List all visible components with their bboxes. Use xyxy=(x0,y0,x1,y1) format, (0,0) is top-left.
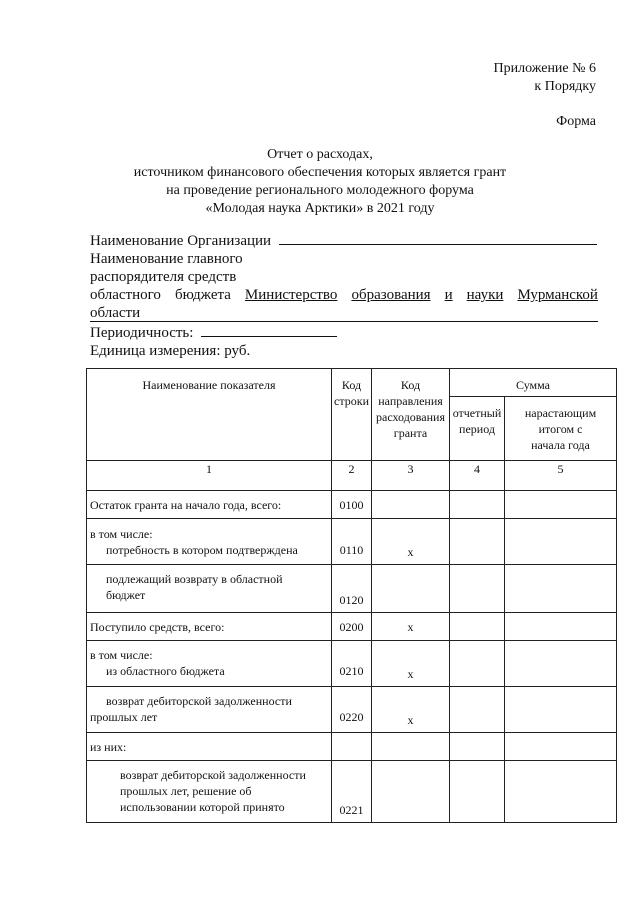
header-indicator-name: Наименование показателя xyxy=(87,369,332,461)
row-direction[interactable]: x xyxy=(372,641,450,687)
row-label-line-1: возврат дебиторской задолженности xyxy=(106,694,292,708)
row-cumulative-value[interactable] xyxy=(505,491,617,519)
manager-label-line-1: Наименование главного xyxy=(90,251,243,267)
column-numbers-row xyxy=(87,461,617,491)
column-number: 3 xyxy=(372,461,450,491)
column-number: 5 xyxy=(505,461,617,491)
row-direction[interactable]: x xyxy=(372,687,450,733)
manager-value-line-2: области xyxy=(90,305,598,322)
header-cumulative-line-3: начала года xyxy=(531,438,590,452)
table-row xyxy=(87,761,617,823)
table-row xyxy=(87,687,617,733)
header-direction-line-2: направления xyxy=(378,394,443,408)
row-code xyxy=(332,733,372,761)
row-reporting-value[interactable] xyxy=(450,491,505,519)
row-code: 0200 xyxy=(332,613,372,641)
header-cumulative xyxy=(505,397,617,461)
row-label-prefix: в том числе: xyxy=(90,527,153,541)
row-label xyxy=(87,761,332,823)
header-cumulative-line-1: нарастающим xyxy=(524,406,597,420)
header-reporting-line-2: период xyxy=(459,422,495,436)
row-cumulative-value[interactable] xyxy=(505,641,617,687)
header-direction-line-3: расходования xyxy=(376,410,445,424)
row-reporting-value[interactable] xyxy=(450,613,505,641)
row-label: из них: xyxy=(87,733,332,761)
row-code: 0110 xyxy=(332,519,372,565)
row-reporting-value[interactable] xyxy=(450,565,505,613)
row-cumulative-value[interactable] xyxy=(505,761,617,823)
row-label-prefix: в том числе: xyxy=(90,648,153,662)
manager-value-word-3: и xyxy=(444,287,453,303)
table-row xyxy=(87,733,617,761)
row-label-line-3: использовании которой принято xyxy=(120,800,285,814)
document-title xyxy=(0,146,640,218)
row-label-line-2: прошлых лет, решение об xyxy=(120,784,252,798)
row-direction[interactable] xyxy=(372,733,450,761)
manager-value-word-2: образования xyxy=(351,287,431,303)
appendix-number: Приложение № 6 xyxy=(493,61,596,76)
row-code: 0100 xyxy=(332,491,372,519)
header-direction-line-1: Код xyxy=(400,378,421,392)
row-reporting-value[interactable] xyxy=(450,641,505,687)
row-label xyxy=(87,565,332,613)
manager-value-word-5: Мурманской xyxy=(517,287,598,303)
header-sum: Сумма xyxy=(450,369,617,397)
periodicity-label: Периодичность: xyxy=(90,325,194,341)
manager-value-line-2-row xyxy=(90,304,598,322)
header-row-1 xyxy=(87,369,617,397)
budget-word-1: областного xyxy=(90,287,161,303)
row-label: Поступило средств, всего: xyxy=(87,613,332,641)
header-row-code xyxy=(332,369,372,461)
row-code: 0120 xyxy=(332,565,372,613)
row-reporting-value[interactable] xyxy=(450,761,505,823)
header-row-code-line-2: строки xyxy=(334,394,369,408)
column-number: 2 xyxy=(332,461,372,491)
table-row xyxy=(87,519,617,565)
row-label xyxy=(87,519,332,565)
title-line-4: «Молодая наука Арктики» в 2021 году xyxy=(205,201,435,216)
periodicity-blank[interactable] xyxy=(201,322,337,337)
organization-label: Наименование Организации xyxy=(90,233,272,249)
manager-label-line-2: распорядителя средств xyxy=(90,269,237,285)
row-label-line-1: возврат дебиторской задолженности xyxy=(120,768,306,782)
table-row xyxy=(87,613,617,641)
row-label-text: из областного бюджета xyxy=(106,664,225,678)
header-row-code-line-1: Код xyxy=(341,378,362,392)
manager-value-word-1: Министерство xyxy=(244,287,338,303)
title-line-1: Отчет о расходах, xyxy=(267,147,373,162)
column-number: 1 xyxy=(87,461,332,491)
manager-value-word-4: науки xyxy=(466,287,504,303)
row-code: 0210 xyxy=(332,641,372,687)
row-cumulative-value[interactable] xyxy=(505,565,617,613)
row-label-line-1: подлежащий возврату в областной xyxy=(106,572,283,586)
row-direction[interactable] xyxy=(372,491,450,519)
row-direction[interactable]: x xyxy=(372,613,450,641)
row-label: Остаток гранта на начало года, всего: xyxy=(87,491,332,519)
row-direction[interactable] xyxy=(372,761,450,823)
row-label xyxy=(87,687,332,733)
table-row xyxy=(87,491,617,519)
column-number: 4 xyxy=(450,461,505,491)
budget-manager-row xyxy=(90,286,598,304)
row-label-line-2: прошлых лет xyxy=(90,710,158,724)
title-line-3: на проведение регионального молодежного форума xyxy=(166,183,474,198)
row-code: 0221 xyxy=(332,761,372,823)
row-direction[interactable] xyxy=(372,565,450,613)
row-code: 0220 xyxy=(332,687,372,733)
appendix-header xyxy=(494,60,597,96)
row-cumulative-value[interactable] xyxy=(505,613,617,641)
expense-report-table xyxy=(86,368,617,823)
row-label-text: потребность в котором подтверждена xyxy=(106,543,298,557)
form-label: Форма xyxy=(556,114,596,129)
periodicity-row xyxy=(90,322,598,342)
organization-row xyxy=(90,230,598,250)
budget-word-2: бюджета xyxy=(174,287,231,303)
row-reporting-value[interactable] xyxy=(450,733,505,761)
header-reporting-period xyxy=(450,397,505,461)
report-fields xyxy=(90,230,598,360)
title-line-2: источником финансового обеспечения которых является грант xyxy=(133,165,507,180)
table-row xyxy=(87,641,617,687)
header-reporting-line-1: отчетный xyxy=(452,406,502,420)
row-cumulative-value[interactable] xyxy=(505,687,617,733)
table-row xyxy=(87,565,617,613)
row-label-line-2: бюджет xyxy=(106,588,146,602)
header-cumulative-line-2: итогом с xyxy=(538,422,583,436)
row-cumulative-value[interactable] xyxy=(505,733,617,761)
row-label xyxy=(87,641,332,687)
header-direction-line-4: гранта xyxy=(393,426,428,440)
row-reporting-value[interactable] xyxy=(450,519,505,565)
row-reporting-value[interactable] xyxy=(450,687,505,733)
unit-row: Единица измерения: руб. xyxy=(90,343,251,359)
header-direction-code xyxy=(372,369,450,461)
appendix-reference: к Порядку xyxy=(534,79,596,94)
organization-blank[interactable] xyxy=(279,230,597,245)
row-cumulative-value[interactable] xyxy=(505,519,617,565)
row-direction[interactable]: x xyxy=(372,519,450,565)
